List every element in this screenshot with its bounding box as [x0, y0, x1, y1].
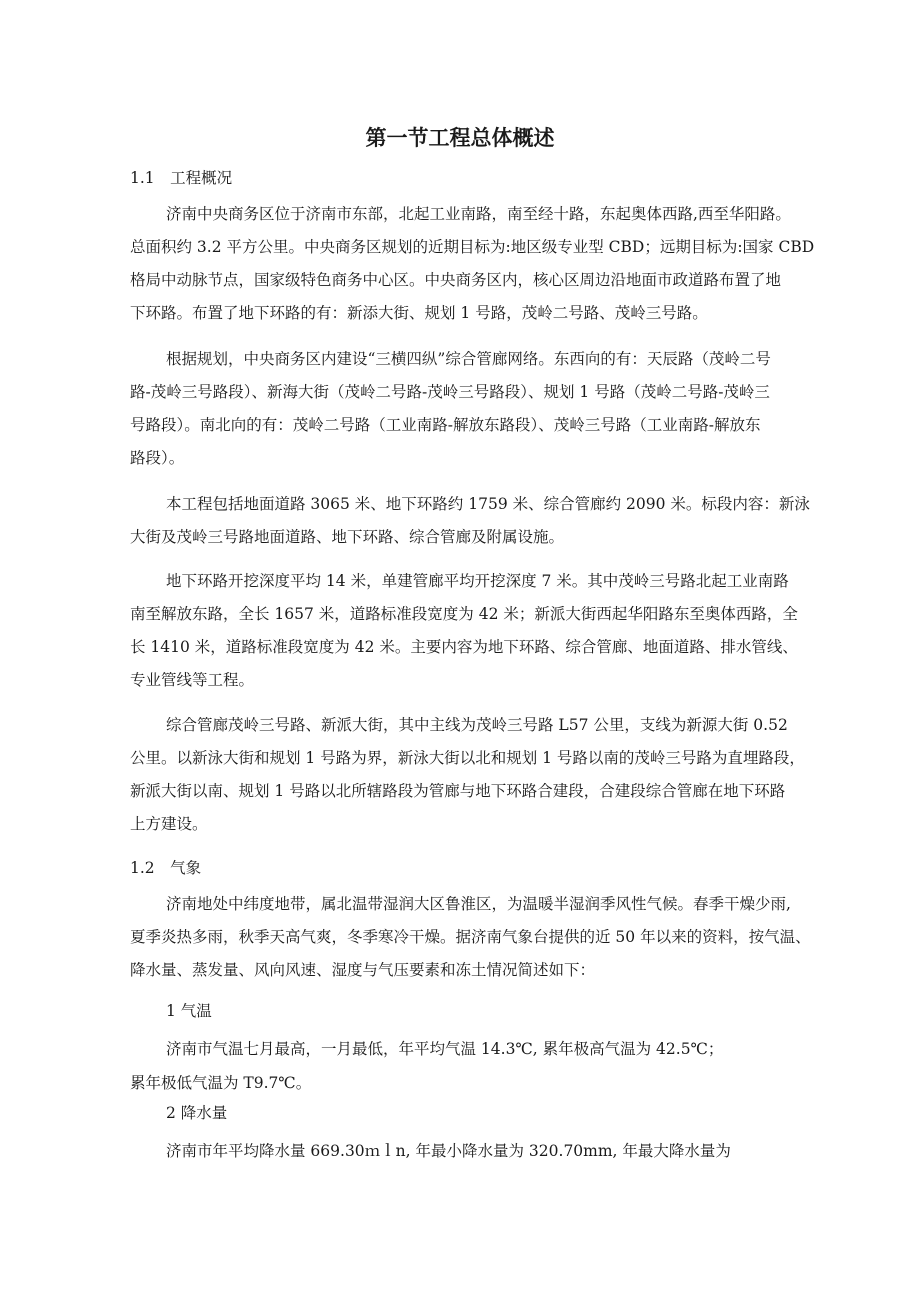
text-line: 南至解放东路，全长 1657 米，道路标准段宽度为 42 米；新派大街西起华阳路东至奥体西路，全 [130, 605, 798, 623]
text-line: 专业管线等工程。 [130, 671, 255, 689]
paragraph-climate [130, 888, 850, 987]
paragraph-overview-5 [130, 709, 850, 841]
text-line: 济南市年平均降水量 669.30ｍｌn, 年最小降水量为 320.70mm, 年最大降水量为 [166, 1142, 731, 1160]
subheading-temperature: 1 气温 [166, 1002, 212, 1020]
text-line: 大街及茂岭三号路地面道路、地下环路、综合管廊及附属设施。 [130, 528, 565, 546]
text-line: 降水量、蒸发量、风向风速、湿度与气压要素和冻土情况简述如下： [130, 961, 596, 979]
text-line: 根据规划，中央商务区内建设“三横四纵”综合管廊网络。东西向的有：天辰路（茂岭二号 [166, 350, 771, 368]
text-line: 路-茂岭三号路段）、新海大街（茂岭二号路-茂岭三号路段）、规划 1 号路（茂岭二号路-茂岭三 [130, 383, 770, 401]
text-line: 本工程包括地面道路 3065 米、地下环路约 1759 米、综合管廊约 2090 米。标段内容：新泳 [166, 495, 810, 513]
paragraph-overview-3 [130, 488, 850, 554]
text-line: 总面积约 3.2 平方公里。中央商务区规划的近期目标为:地区级专业型 CBD；远期目标为:国家 CBD [130, 238, 815, 256]
text-line: 上方建设。 [130, 815, 208, 833]
text-line: 济南地处中纬度地带，属北温带湿润大区鲁淮区，为温暖半湿润季风性气候。春季干燥少雨, [166, 895, 791, 913]
section-heading-1-1: 1.1 工程概况 [130, 169, 233, 187]
paragraph-overview-2 [130, 343, 850, 475]
paragraph-overview-4 [130, 565, 850, 697]
text-line: 路段）。 [130, 449, 185, 467]
text-line: 长 1410 米，道路标准段宽度为 42 米。主要内容为地下环路、综合管廊、地面道路、排水管线、 [130, 638, 798, 656]
text-line: 济南市气温七月最高，一月最低，年平均气温 14.3℃, 累年极高气温为 42.5℃； [166, 1040, 724, 1058]
text-line: 累年极低气温为 T9.7℃。 [130, 1074, 312, 1092]
text-line: 夏季炎热多雨，秋季天高气爽，冬季寒冷干燥。据济南气象台提供的近 50 年以来的资料，按气温、 [130, 928, 811, 946]
text-line: 下环路。布置了地下环路的有：新添大街、规划 1 号路，茂岭二号路、茂岭三号路。 [130, 304, 708, 322]
text-line: 济南中央商务区位于济南市东部，北起工业南路，南至经十路，东起奥体西路,西至华阳路。 [166, 205, 791, 223]
section-heading-1-2: 1.2 气象 [130, 859, 202, 877]
text-line: 新派大街以南、规划 1 号路以北所辖路段为管廊与地下环路合建段，合建段综合管廊在地下环路 [130, 782, 786, 800]
subheading-precipitation: 2 降水量 [166, 1104, 228, 1122]
text-line: 号路段）。南北向的有：茂岭二号路（工业南路-解放东路段）、茂岭三号路（工业南路-解放东 [130, 416, 761, 434]
text-line: 综合管廊茂岭三号路、新派大街，其中主线为茂岭三号路 L57 公里，支线为新源大街 0.52 [166, 716, 788, 734]
text-line: 公里。以新泳大街和规划 1 号路为界，新泳大街以北和规划 1 号路以南的茂岭三号路为直埋路段， [130, 749, 805, 767]
page-title: 第一节工程总体概述 [365, 126, 555, 150]
text-line: 格局中动脉节点，国家级特色商务中心区。中央商务区内，核心区周边沿地面市政道路布置了地 [130, 271, 782, 289]
text-line: 地下环路开挖深度平均 14 米，单建管廊平均开挖深度 7 米。其中茂岭三号路北起工业南路 [166, 572, 789, 590]
paragraph-overview-1 [130, 198, 850, 330]
